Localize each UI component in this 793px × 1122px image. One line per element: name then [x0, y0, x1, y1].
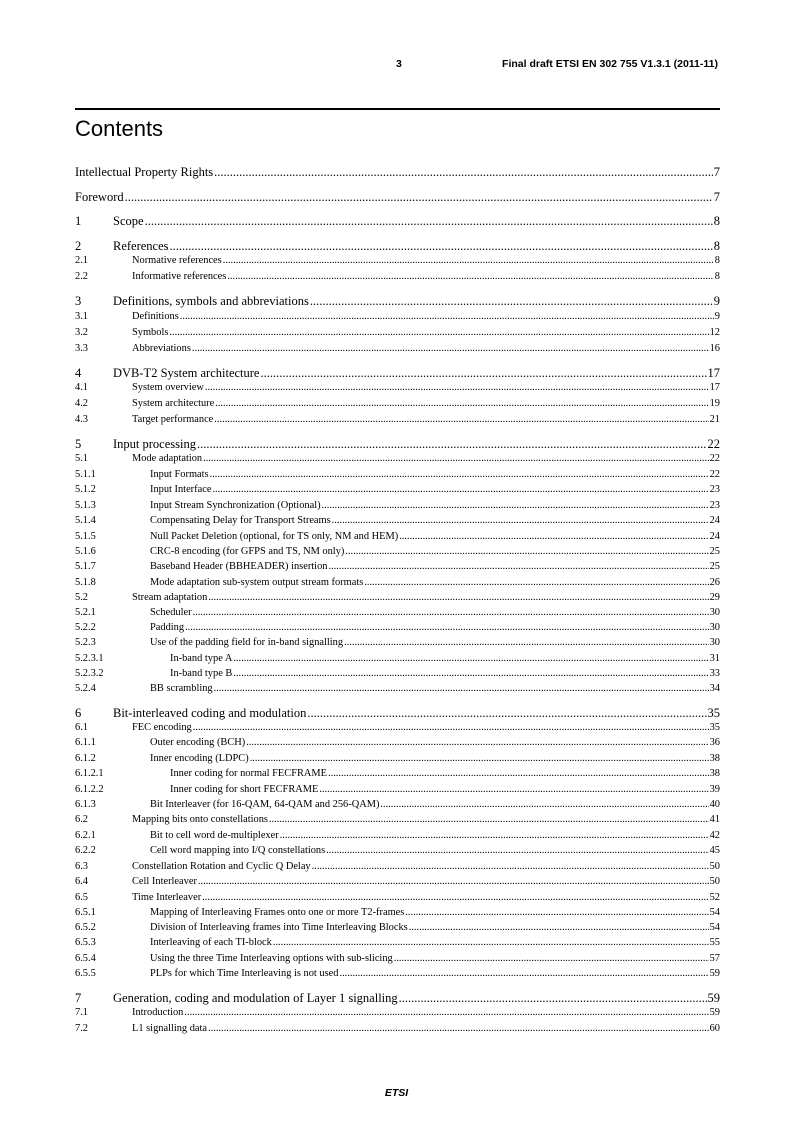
- toc-entry-title[interactable]: Definitions, symbols and abbreviations: [113, 294, 309, 308]
- toc-entry[interactable]: [75, 327, 720, 338]
- toc-entry-page: 35: [707, 706, 720, 720]
- toc-entry-page: 30: [709, 607, 720, 618]
- toc-entry-title[interactable]: Null Packet Deletion (optional, for TS only, NM and HEM): [150, 531, 399, 542]
- toc-entry-title[interactable]: Use of the padding field for in-band signalling: [150, 637, 344, 648]
- toc-entry-title[interactable]: Mapping of Interleaving Frames onto one or more T2-frames: [150, 907, 405, 918]
- toc-entry-page: 45: [709, 845, 720, 856]
- toc-entry[interactable]: [75, 799, 720, 810]
- toc-entry[interactable]: [75, 753, 720, 764]
- toc-entry[interactable]: [75, 500, 720, 511]
- toc-entry[interactable]: [75, 653, 720, 664]
- toc-entry-number: 6: [75, 706, 82, 720]
- toc-entry-page: 25: [709, 561, 720, 572]
- toc-entry-page: 12: [709, 327, 720, 338]
- toc-dot-leader: [169, 327, 708, 338]
- toc-entry-number: 5.2: [75, 592, 88, 603]
- toc-entry-number: 6.1.2.2: [75, 784, 104, 795]
- toc-entry-number: 7.1: [75, 1007, 88, 1018]
- toc-entry-page: 50: [709, 876, 720, 887]
- toc-entry[interactable]: [75, 311, 720, 322]
- toc-entry[interactable]: [75, 683, 720, 694]
- toc-dot-leader: [214, 165, 713, 180]
- toc-entry-page: 7: [713, 165, 720, 179]
- toc-entry-title[interactable]: Inner coding for short FECFRAME: [170, 784, 319, 795]
- toc-dot-leader: [307, 706, 706, 721]
- toc-entry-page: 30: [709, 637, 720, 648]
- toc-entry-title[interactable]: Padding: [150, 622, 185, 633]
- toc-entry-page: 34: [709, 683, 720, 694]
- toc-entry-number: 5.1.3: [75, 500, 96, 511]
- toc-entry-page: 57: [709, 953, 720, 964]
- toc-entry[interactable]: [75, 991, 720, 1006]
- toc-entry-page: 23: [709, 484, 720, 495]
- toc-entry[interactable]: [75, 1007, 720, 1018]
- toc-entry[interactable]: [75, 607, 720, 618]
- toc-entry-title[interactable]: Definitions: [132, 311, 179, 322]
- toc-entry-number: 6.5: [75, 892, 88, 903]
- toc-entry-number: 2.1: [75, 255, 88, 266]
- toc-dot-leader: [145, 214, 713, 229]
- toc-dot-leader: [405, 907, 708, 918]
- toc-entry[interactable]: [75, 892, 720, 903]
- toc-entry-number: 3.2: [75, 327, 88, 338]
- toc-dot-leader: [193, 722, 709, 733]
- toc-dot-leader: [250, 753, 709, 764]
- toc-dot-leader: [332, 515, 709, 526]
- toc-entry-page: 24: [709, 531, 720, 542]
- toc-entry[interactable]: [75, 343, 720, 354]
- toc-entry-page: 17: [709, 382, 720, 393]
- toc-dot-leader: [203, 453, 708, 464]
- toc-entry-title[interactable]: Intellectual Property Rights: [75, 165, 214, 179]
- toc-dot-leader: [214, 683, 709, 694]
- toc-dot-leader: [202, 892, 708, 903]
- toc-entry[interactable]: [75, 561, 720, 572]
- toc-entry-number: 3: [75, 294, 82, 308]
- toc-dot-leader: [260, 366, 706, 381]
- toc-entry-page: 38: [709, 768, 720, 779]
- toc-entry-title[interactable]: Bit Interleaver (for 16-QAM, 64-QAM and 256-QAM): [150, 799, 380, 810]
- toc-entry-page: 8: [714, 271, 720, 282]
- toc-entry[interactable]: [75, 668, 720, 679]
- toc-entry-number: 6.1.3: [75, 799, 96, 810]
- toc-entry[interactable]: [75, 722, 720, 733]
- toc-entry-page: 8: [713, 214, 720, 228]
- toc-dot-leader: [198, 876, 709, 887]
- toc-dot-leader: [409, 922, 709, 933]
- toc-entry[interactable]: [75, 861, 720, 872]
- toc-entry-page: 26: [709, 577, 720, 588]
- toc-entry-title[interactable]: CRC-8 encoding (for GFPS and TS, NM only): [150, 546, 345, 557]
- toc-entry[interactable]: [75, 255, 720, 266]
- toc-entry-number: 5.1.5: [75, 531, 96, 542]
- toc-entry-page: 7: [713, 190, 720, 204]
- toc-entry-title[interactable]: Scheduler: [150, 607, 192, 618]
- toc-entry-title[interactable]: Interleaving of each TI-block: [150, 937, 272, 948]
- toc-dot-leader: [269, 814, 709, 825]
- toc-dot-leader: [339, 968, 708, 979]
- toc-dot-leader: [227, 271, 713, 282]
- toc-entry[interactable]: [75, 382, 720, 393]
- toc-entry-number: 6.1: [75, 722, 88, 733]
- toc-dot-leader: [328, 561, 708, 572]
- toc-entry[interactable]: [75, 271, 720, 282]
- toc-entry[interactable]: [75, 706, 720, 721]
- toc-entry-number: 5.1.4: [75, 515, 96, 526]
- toc-entry-title[interactable]: Target performance: [132, 414, 214, 425]
- toc-entry-number: 5.1.6: [75, 546, 96, 557]
- page-number: 3: [396, 58, 402, 70]
- toc-entry-title[interactable]: Foreword: [75, 190, 124, 204]
- toc-entry-title[interactable]: Normative references: [132, 255, 222, 266]
- toc-entry[interactable]: [75, 937, 720, 948]
- toc-entry[interactable]: [75, 845, 720, 856]
- toc-entry-page: 21: [709, 414, 720, 425]
- toc-entry-page: 9: [713, 294, 720, 308]
- toc-entry-title[interactable]: In-band type B: [170, 668, 233, 679]
- toc-entry-number: 7.2: [75, 1023, 88, 1034]
- toc-dot-leader: [184, 1007, 708, 1018]
- toc-entry-title[interactable]: System architecture: [132, 398, 215, 409]
- toc-entry[interactable]: [75, 453, 720, 464]
- toc-entry-page: 9: [714, 311, 720, 322]
- toc-entry-title[interactable]: Using the three Time Interleaving options with sub-slicing: [150, 953, 393, 964]
- toc-entry-title[interactable]: In-band type A: [170, 653, 233, 664]
- toc-entry-page: 8: [714, 255, 720, 266]
- toc-dot-leader: [170, 239, 713, 254]
- toc-entry-page: 52: [709, 892, 720, 903]
- toc-entry[interactable]: [75, 165, 720, 180]
- toc-entry-page: 38: [709, 753, 720, 764]
- toc-entry[interactable]: [75, 414, 720, 425]
- toc-entry-title[interactable]: Cell word mapping into I/Q constellations: [150, 845, 326, 856]
- toc-entry-number: 4.3: [75, 414, 88, 425]
- toc-entry-number: 6.3: [75, 861, 88, 872]
- toc-entry-number: 6.5.2: [75, 922, 96, 933]
- toc-entry-title[interactable]: Bit-interleaved coding and modulation: [113, 706, 307, 720]
- toc-entry[interactable]: [75, 784, 720, 795]
- toc-entry-page: 59: [707, 991, 720, 1005]
- toc-entry[interactable]: [75, 366, 720, 381]
- toc-entry-title[interactable]: Mapping bits onto constellations: [132, 814, 268, 825]
- toc-entry-title[interactable]: References: [113, 239, 169, 253]
- toc-entry[interactable]: [75, 876, 720, 887]
- toc-entry-number: 6.1.2.1: [75, 768, 104, 779]
- toc-dot-leader: [364, 577, 708, 588]
- toc-dot-leader: [310, 294, 713, 309]
- toc-entry-title[interactable]: Input Interface: [150, 484, 212, 495]
- toc-entry-title[interactable]: Outer encoding (BCH): [150, 737, 246, 748]
- toc-dot-leader: [192, 343, 709, 354]
- toc-entry-number: 5.1: [75, 453, 88, 464]
- toc-entry-page: 41: [709, 814, 720, 825]
- toc-dot-leader: [208, 592, 708, 603]
- toc-entry[interactable]: [75, 814, 720, 825]
- toc-entry-page: 59: [709, 968, 720, 979]
- document-title: Final draft ETSI EN 302 755 V1.3.1 (2011-11): [502, 58, 718, 70]
- toc-entry-number: 4.2: [75, 398, 88, 409]
- toc-entry-page: 33: [709, 668, 720, 679]
- toc-entry[interactable]: [75, 622, 720, 633]
- toc-entry-title[interactable]: Division of Interleaving frames into Time Interleaving Blocks: [150, 922, 408, 933]
- toc-entry-number: 2.2: [75, 271, 88, 282]
- toc-entry[interactable]: [75, 830, 720, 841]
- toc-entry-number: 7: [75, 991, 82, 1005]
- toc-entry-page: 31: [709, 653, 720, 664]
- toc-dot-leader: [312, 861, 709, 872]
- toc-entry[interactable]: [75, 239, 720, 254]
- toc-dot-leader: [212, 484, 708, 495]
- toc-dot-leader: [399, 991, 707, 1006]
- toc-entry-number: 6.1.2: [75, 753, 96, 764]
- toc-dot-leader: [233, 653, 708, 664]
- toc-entry[interactable]: [75, 1023, 720, 1034]
- toc-dot-leader: [380, 799, 708, 810]
- toc-entry-title[interactable]: Compensating Delay for Transport Streams: [150, 515, 331, 526]
- toc-dot-leader: [215, 398, 708, 409]
- contents-heading: Contents: [75, 116, 164, 141]
- toc-entry-title[interactable]: System overview: [132, 382, 204, 393]
- toc-entry-page: 36: [709, 737, 720, 748]
- toc-entry[interactable]: [75, 907, 720, 918]
- toc-dot-leader: [214, 414, 708, 425]
- toc-entry-page: 16: [709, 343, 720, 354]
- toc-entry[interactable]: [75, 737, 720, 748]
- toc-entry-title[interactable]: Time Interleaver: [132, 892, 202, 903]
- toc-entry-title[interactable]: Mode adaptation sub-system output stream formats: [150, 577, 364, 588]
- toc-entry-number: 6.5.1: [75, 907, 96, 918]
- toc-entry-number: 5.2.3: [75, 637, 96, 648]
- toc-entry-title[interactable]: Bit to cell word de-multiplexer: [150, 830, 279, 841]
- toc-entry[interactable]: [75, 469, 720, 480]
- toc-entry-number: 5.2.1: [75, 607, 96, 618]
- toc-entry-title[interactable]: Informative references: [132, 271, 227, 282]
- toc-entry-number: 6.5.5: [75, 968, 96, 979]
- toc-entry-page: 40: [709, 799, 720, 810]
- toc-entry-page: 23: [709, 500, 720, 511]
- toc-entry-number: 5.2.3.2: [75, 668, 104, 679]
- toc-entry[interactable]: [75, 546, 720, 557]
- toc-entry-number: 1: [75, 214, 82, 228]
- toc-entry[interactable]: [75, 294, 720, 309]
- toc-entry-number: 5: [75, 437, 82, 451]
- toc-entry-title[interactable]: Introduction: [132, 1007, 184, 1018]
- toc-entry-title[interactable]: Input Stream Synchronization (Optional): [150, 500, 321, 511]
- toc-entry[interactable]: [75, 968, 720, 979]
- toc-entry-number: 6.2.2: [75, 845, 96, 856]
- toc-entry[interactable]: [75, 637, 720, 648]
- toc-entry-page: 24: [709, 515, 720, 526]
- toc-entry-title[interactable]: Inner encoding (LDPC): [150, 753, 249, 764]
- toc-dot-leader: [205, 382, 709, 393]
- toc-entry-number: 3.3: [75, 343, 88, 354]
- toc-dot-leader: [246, 737, 708, 748]
- toc-entry[interactable]: [75, 214, 720, 229]
- toc-entry[interactable]: [75, 953, 720, 964]
- toc-entry-page: 17: [707, 366, 720, 380]
- toc-entry[interactable]: [75, 190, 720, 205]
- toc-entry-number: 5.1.1: [75, 469, 96, 480]
- toc-entry-number: 5.1.8: [75, 577, 96, 588]
- toc-entry-title[interactable]: FEC encoding: [132, 722, 192, 733]
- toc-dot-leader: [208, 1023, 709, 1034]
- toc-entry-page: 54: [709, 907, 720, 918]
- header-divider: [75, 108, 720, 110]
- toc-entry-title[interactable]: Cell Interleaver: [132, 876, 197, 887]
- toc-entry-page: 35: [709, 722, 720, 733]
- toc-entry-page: 42: [709, 830, 720, 841]
- toc-entry-number: 5.1.7: [75, 561, 96, 572]
- toc-entry-title[interactable]: Symbols: [132, 327, 169, 338]
- toc-entry-page: 30: [709, 622, 720, 633]
- toc-entry-page: 39: [709, 784, 720, 795]
- toc-entry-page: 22: [709, 469, 720, 480]
- toc-entry-number: 6.1.1: [75, 737, 96, 748]
- toc-entry[interactable]: [75, 768, 720, 779]
- toc-entry-title[interactable]: L1 signalling data: [132, 1023, 208, 1034]
- toc-entry-number: 2: [75, 239, 82, 253]
- toc-dot-leader: [394, 953, 709, 964]
- toc-dot-leader: [125, 190, 713, 205]
- toc-entry-number: 3.1: [75, 311, 88, 322]
- toc-entry-page: 8: [713, 239, 720, 253]
- toc-entry-number: 4: [75, 366, 82, 380]
- toc-entry-title[interactable]: Baseband Header (BBHEADER) insertion: [150, 561, 328, 572]
- toc-entry-number: 5.2.4: [75, 683, 96, 694]
- toc-entry-page: 29: [709, 592, 720, 603]
- toc-entry-page: 54: [709, 922, 720, 933]
- footer-publisher: ETSI: [384, 1087, 409, 1099]
- toc-dot-leader: [319, 784, 708, 795]
- toc-entry-page: 59: [709, 1007, 720, 1018]
- toc-entry[interactable]: [75, 577, 720, 588]
- toc-entry[interactable]: [75, 531, 720, 542]
- toc-dot-leader: [185, 622, 709, 633]
- toc-entry-title[interactable]: DVB-T2 System architecture: [113, 366, 260, 380]
- toc-entry-title[interactable]: Abbreviations: [132, 343, 191, 354]
- toc-entry[interactable]: [75, 437, 720, 452]
- toc-entry-page: 60: [709, 1023, 720, 1034]
- toc-dot-leader: [399, 531, 708, 542]
- toc-entry-number: 6.5.4: [75, 953, 96, 964]
- toc-entry[interactable]: [75, 515, 720, 526]
- toc-entry[interactable]: [75, 484, 720, 495]
- toc-entry[interactable]: [75, 592, 720, 603]
- toc-entry-page: 25: [709, 546, 720, 557]
- toc-dot-leader: [193, 607, 709, 618]
- toc-dot-leader: [210, 469, 709, 480]
- toc-entry-title[interactable]: PLPs for which Time Interleaving is not used: [150, 968, 339, 979]
- toc-entry-number: 4.1: [75, 382, 88, 393]
- toc-dot-leader: [326, 845, 708, 856]
- toc-dot-leader: [322, 500, 709, 511]
- toc-dot-leader: [180, 311, 714, 322]
- toc-entry-title[interactable]: Generation, coding and modulation of Layer 1 signalling: [113, 991, 398, 1005]
- toc-entry-page: 22: [707, 437, 720, 451]
- toc-entry-number: 5.2.2: [75, 622, 96, 633]
- toc-entry-number: 5.1.2: [75, 484, 96, 495]
- toc-entry-title[interactable]: BB scrambling: [150, 683, 213, 694]
- toc-entry-title[interactable]: Input processing: [113, 437, 196, 451]
- toc-entry-title[interactable]: Mode adaptation: [132, 453, 203, 464]
- toc-entry-title[interactable]: Inner coding for normal FECFRAME: [170, 768, 327, 779]
- toc-entry-title[interactable]: Scope: [113, 214, 144, 228]
- toc-entry-page: 50: [709, 861, 720, 872]
- toc-entry-number: 6.5.3: [75, 937, 96, 948]
- toc-entry[interactable]: [75, 398, 720, 409]
- toc-entry-page: 22: [709, 453, 720, 464]
- toc-dot-leader: [345, 546, 708, 557]
- toc-entry[interactable]: [75, 922, 720, 933]
- toc-dot-leader: [233, 668, 708, 679]
- toc-entry-number: 5.2.3.1: [75, 653, 104, 664]
- toc-entry-title[interactable]: Constellation Rotation and Cyclic Q Delay: [132, 861, 311, 872]
- toc-dot-leader: [223, 255, 714, 266]
- toc-entry-number: 6.2: [75, 814, 88, 825]
- toc-entry-page: 55: [709, 937, 720, 948]
- toc-dot-leader: [273, 937, 709, 948]
- toc-entry-number: 6.4: [75, 876, 88, 887]
- toc-entry-number: 6.2.1: [75, 830, 96, 841]
- toc-entry-page: 19: [709, 398, 720, 409]
- toc-dot-leader: [280, 830, 709, 841]
- toc-dot-leader: [344, 637, 709, 648]
- toc-entry-title[interactable]: Input Formats: [150, 469, 209, 480]
- toc-entry-title[interactable]: Stream adaptation: [132, 592, 208, 603]
- toc-dot-leader: [328, 768, 709, 779]
- toc-dot-leader: [197, 437, 707, 452]
